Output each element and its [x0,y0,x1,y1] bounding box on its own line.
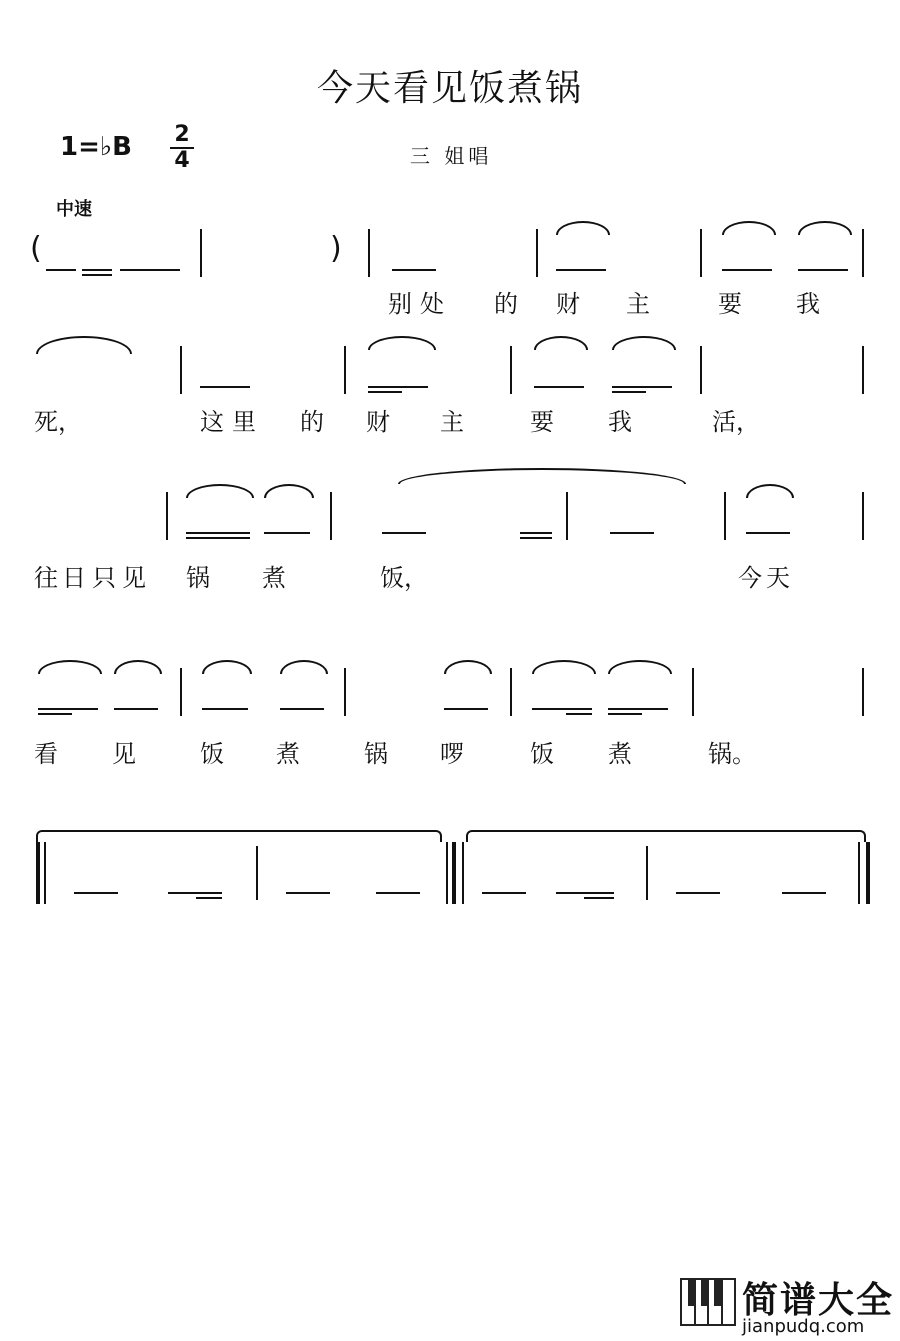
slur-mark [114,660,162,674]
underline-mark [38,713,72,715]
lyric-char: 活， [712,408,760,436]
lyric-char: 啰 [440,740,464,768]
slur-mark [612,336,676,350]
bar-line [510,346,512,394]
bar-line [646,846,648,900]
underline-mark [392,269,436,271]
bar-line [344,346,346,394]
underline-mark [120,269,180,271]
time-signature-top: 2 [174,122,190,147]
underline-mark [608,713,642,715]
underline-mark [566,713,592,715]
repeat-bar-line [858,842,860,904]
underline-mark [482,892,526,894]
lyric-char: 主 [440,408,464,436]
bar-line [700,346,702,394]
lyric-char: 煮 [608,740,632,768]
lyric-char: 里 [232,408,256,436]
repeat-bar-line [36,842,40,904]
lyric-char: 这 [200,408,224,436]
lyric-char: 见 [112,740,136,768]
repeat-bar-line [462,842,464,904]
underline-mark [676,892,720,894]
underline-mark [722,269,772,271]
notation-row-5 [0,842,900,912]
lyric-char: 日 [62,564,86,592]
lyric-char: 饭 [530,740,554,768]
underline-mark [520,537,552,539]
underline-mark [532,708,592,710]
underline-mark [74,892,118,894]
lyric-char: 今 [738,564,762,592]
slur-mark [36,336,132,354]
underline-mark [520,532,552,534]
lyric-char: 锅 [364,740,388,768]
lyric-char: 财 [366,408,390,436]
repeat-bar-line [866,842,870,904]
lyric-char: 天 [766,564,790,592]
watermark-url: jianpudq.com [742,1316,865,1337]
lyric-char: 煮 [262,564,286,592]
slur-mark [368,336,436,350]
open-paren-mark: ( [30,231,42,266]
piano-black-key [688,1278,695,1306]
slur-mark [746,484,794,498]
lyric-char: 我 [796,290,820,318]
tempo-marking: 中速 [56,199,92,220]
bar-line [510,668,512,716]
bar-line [256,846,258,900]
bar-line [344,668,346,716]
slur-mark [608,660,672,674]
lyric-char: 见 [122,564,146,592]
slur-mark [398,468,686,484]
notation-row-4 [0,664,900,734]
underline-mark [382,532,426,534]
underline-mark [114,708,158,710]
key-signature: 1=♭B [60,132,132,162]
lyric-char: 看 [34,740,58,768]
lyric-char: 财 [556,290,580,318]
notation-row-3 [0,488,900,558]
underline-mark [186,537,250,539]
underline-mark [798,269,848,271]
underline-mark [82,269,112,271]
underline-mark [444,708,488,710]
underline-mark [82,274,112,276]
underline-mark [368,391,402,393]
underline-mark [556,892,614,894]
lyric-char: 的 [494,290,518,318]
lyric-char: 锅 [186,564,210,592]
underline-mark [782,892,826,894]
lyric-char: 饭 [200,740,224,768]
time-signature-bottom: 4 [174,148,190,173]
lyric-char: 要 [718,290,742,318]
slur-mark [280,660,328,674]
bracket-mark [36,830,442,842]
bar-line [330,492,332,540]
lyric-char: 死， [34,408,82,436]
underline-mark [38,708,98,710]
bar-line [368,229,370,277]
underline-mark [280,708,324,710]
underline-mark [612,391,646,393]
lyric-char: 锅。 [708,740,756,768]
bar-line [180,668,182,716]
bar-line [566,492,568,540]
bar-line [862,668,864,716]
lyric-char: 往 [34,564,58,592]
lyric-char: 我 [608,408,632,436]
slur-mark [444,660,492,674]
underline-mark [746,532,790,534]
slur-mark [532,660,596,674]
underline-mark [200,386,250,388]
bar-line [200,229,202,277]
underline-mark [168,892,222,894]
underline-mark [608,708,668,710]
underline-mark [202,708,248,710]
lyric-char: 主 [626,290,650,318]
repeat-bar-line [446,842,448,904]
underline-mark [534,386,584,388]
slur-mark [798,221,852,235]
lyric-char: 煮 [276,740,300,768]
lyric-char: 处 [420,290,444,318]
site-watermark [680,1270,900,1340]
underline-mark [368,386,428,388]
bar-line [700,229,702,277]
bar-line [862,346,864,394]
song-title: 今天看见饭煮锅 [316,68,583,109]
repeat-bar-line [44,842,46,904]
close-paren-mark: ) [330,231,342,266]
lyric-char: 别 [388,290,412,318]
time-signature [170,124,194,172]
lyric-char: 的 [300,408,324,436]
slur-mark [202,660,252,674]
underline-mark [286,892,330,894]
lyric-char: 饭， [380,564,428,592]
underline-mark [196,897,222,899]
repeat-bar-line [452,842,456,904]
bar-line [166,492,168,540]
slur-mark [722,221,776,235]
notation-row-1 [0,225,900,295]
bar-line [862,229,864,277]
underline-mark [376,892,420,894]
slur-mark [264,484,314,498]
underline-mark [556,269,606,271]
bar-line [862,492,864,540]
bar-line [692,668,694,716]
underline-mark [46,269,76,271]
bar-line [536,229,538,277]
slur-mark [38,660,102,674]
piano-black-key [701,1278,708,1306]
slur-mark [534,336,588,350]
piano-key [721,1278,737,1326]
bracket-mark [466,830,866,842]
bar-line [724,492,726,540]
underline-mark [186,532,250,534]
underline-mark [610,532,654,534]
underline-mark [264,532,310,534]
underline-mark [584,897,614,899]
piano-keys-icon [680,1278,734,1326]
piano-black-key [714,1278,721,1306]
watermark-site-name: 简谱大全 [742,1280,895,1321]
singer-credit: 三 姐唱 [410,144,493,168]
lyric-char: 只 [92,564,116,592]
slur-mark [186,484,254,498]
slur-mark [556,221,610,235]
bar-line [180,346,182,394]
lyric-char: 要 [530,408,554,436]
underline-mark [612,386,672,388]
